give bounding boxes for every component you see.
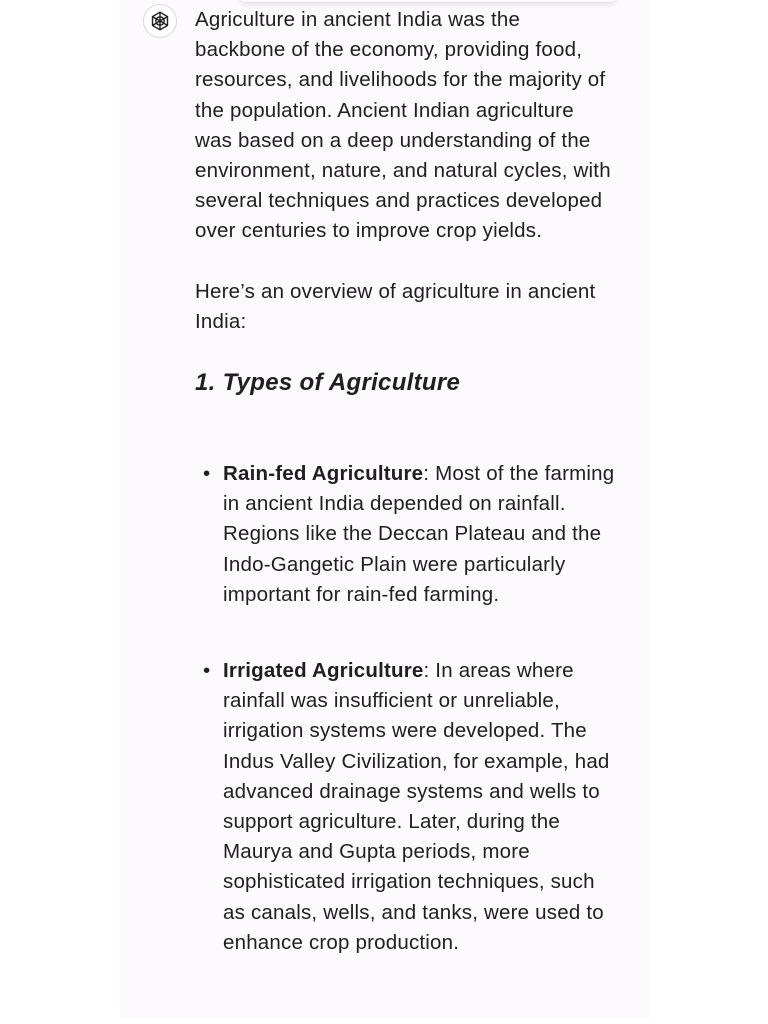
overview-paragraph: Here’s an overview of agriculture in ancient India: xyxy=(195,279,596,333)
assistant-avatar xyxy=(143,4,177,38)
list-item-term: Rain-fed Agriculture xyxy=(223,462,424,485)
left-margin xyxy=(0,0,120,1024)
openai-logo-icon xyxy=(148,9,172,33)
bullet-dot: • xyxy=(203,462,211,485)
top-bar-shadow xyxy=(238,0,618,2)
section-heading: 1. Types of Agriculture xyxy=(195,369,461,397)
list-item-text: : Most of the farming in ancient India depended on rainfall. Regions like the Deccan Plateau and the Indo-Gangetic Plain were particularly important for rain-fed farming. xyxy=(223,462,615,606)
list-item-text: : In areas where rainfall was insufficient or unreliable, irrigation systems were developed. The Indus Valley Civilization, for example, had advanced drainage systems and wells to support agriculture. Later, during the Maurya and Gupta periods, more sophisticated irrigation techniques, such as canals, wells, and tanks, were used to enhance crop production. xyxy=(223,659,610,954)
list-item xyxy=(203,656,615,958)
intro-paragraph: Agriculture in ancient India was the backbone of the economy, providing food, resources, and livelihoods for the majority of the population. Ancient Indian agriculture was based on a deep understanding of the environment, nature, and natural cycles, with several techniques and practices developed over centuries to improve crop yields. xyxy=(195,8,611,243)
list-item-term: Irrigated Agriculture xyxy=(223,659,424,682)
right-margin xyxy=(650,0,768,1024)
list-item xyxy=(203,459,615,610)
assistant-message xyxy=(195,5,615,954)
bullet-dot: • xyxy=(203,659,211,682)
